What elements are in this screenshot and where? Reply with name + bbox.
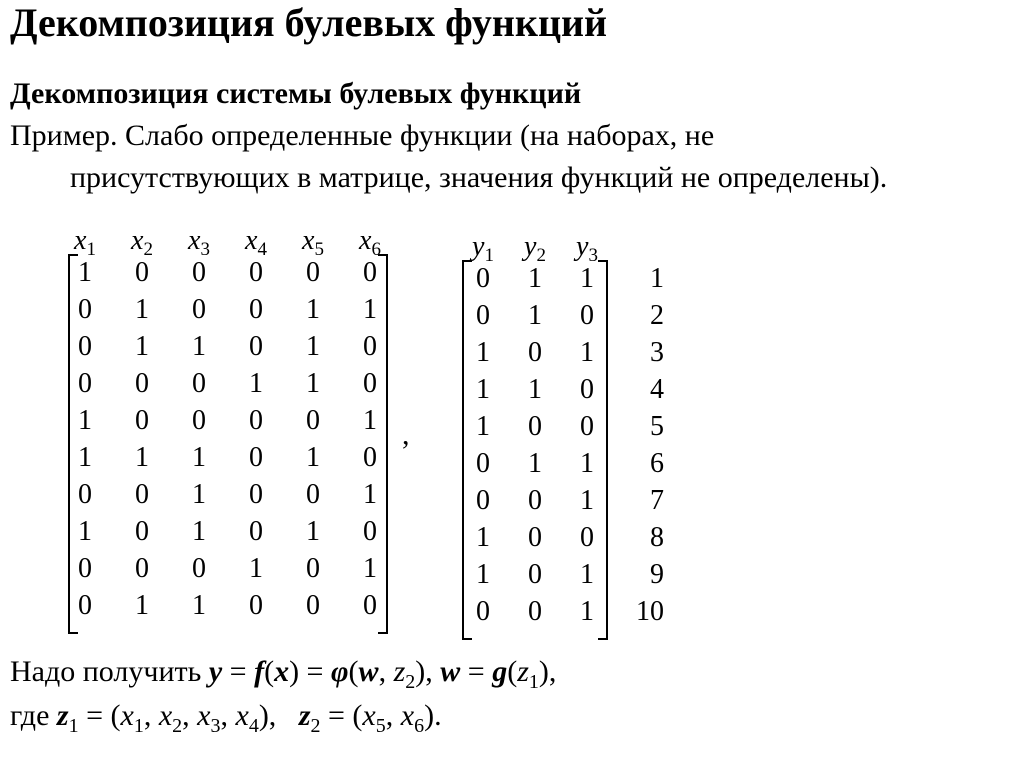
matrix-cell: 1: [78, 442, 92, 473]
matrix-cell: 1: [580, 559, 594, 590]
matrix-cell: 0: [192, 405, 206, 436]
matrix-cell: 1: [306, 368, 320, 399]
matrix-cell: 0: [78, 479, 92, 510]
matrix-cell: 0: [306, 257, 320, 288]
matrix-cell: 1: [476, 559, 490, 590]
matrix-cell: 1: [528, 448, 542, 479]
matrix-cell: 0: [528, 337, 542, 368]
matrix-cell: 1: [476, 374, 490, 405]
matrix-cell: 1: [580, 448, 594, 479]
matrix-cell: 0: [78, 331, 92, 362]
matrix-cell: 1: [192, 479, 206, 510]
matrix-cell: 0: [249, 294, 263, 325]
matrix-cell: 0: [476, 485, 490, 516]
matrix-cell: 0: [363, 442, 377, 473]
matrix-cell: 0: [580, 522, 594, 553]
column-header-x5: $x_5$: [302, 225, 324, 260]
formula-line-1: [10, 654, 557, 693]
matrix-cell: 0: [528, 485, 542, 516]
matrix-cell: 0: [363, 331, 377, 362]
matrix-cell: 1: [306, 516, 320, 547]
row-number: 4: [650, 374, 664, 405]
matrix-separator-comma: ,: [402, 418, 410, 451]
matrix-cell: 0: [135, 479, 149, 510]
formula-line-2: [10, 698, 442, 737]
matrix-cell: 1: [476, 522, 490, 553]
matrix-cell: 0: [476, 596, 490, 627]
matrix-cell: 1: [476, 337, 490, 368]
matrix-cell: 0: [363, 368, 377, 399]
matrix-cell: 0: [476, 263, 490, 294]
matrix-cell: 0: [580, 374, 594, 405]
matrix-cell: 1: [192, 442, 206, 473]
matrix-cell: 1: [580, 485, 594, 516]
matrix-cell: 1: [476, 411, 490, 442]
row-number: 8: [650, 522, 664, 553]
example-text-line-2: присутствующих в матрице, значения функций не определены).: [70, 161, 888, 194]
matrix-cell: 0: [78, 368, 92, 399]
column-header-x3: $x_3$: [188, 225, 210, 260]
matrix-cell: 0: [528, 411, 542, 442]
matrix-cell: 1: [363, 294, 377, 325]
matrix-cell: 1: [528, 374, 542, 405]
matrix-cell: 1: [306, 294, 320, 325]
formula-y-equals: y = f(x) = φ(w, $z_2$), $w = g(z_1)$,: [208, 655, 557, 693]
matrix-left-bracket: [68, 254, 78, 634]
matrix-cell: 1: [249, 368, 263, 399]
example-text-line-1: Пример. Слабо определенные функции (на наборах, не: [10, 119, 715, 152]
matrix-cell: 0: [135, 405, 149, 436]
matrix-cell: 0: [135, 257, 149, 288]
matrix-cell: 0: [192, 368, 206, 399]
matrix-cell: 1: [528, 263, 542, 294]
matrix-cell: 0: [580, 300, 594, 331]
matrix-cell: 1: [135, 442, 149, 473]
matrix-cell: 1: [78, 405, 92, 436]
row-number: 5: [650, 411, 664, 442]
matrix-cell: 1: [135, 294, 149, 325]
formula-prefix: Надо получить: [10, 655, 202, 688]
matrix-cell: 0: [249, 331, 263, 362]
column-header-x1: $x_1$: [74, 225, 96, 260]
column-header-x6: $x_6$: [359, 225, 381, 260]
formula-z-definitions: $z_1 = (x_1$, $x_2$, $x_3$, $x_4$), $z_2 = (x_5$, $x_6$).: [56, 699, 442, 737]
matrix-cell: 0: [528, 559, 542, 590]
matrix-cell: 0: [363, 516, 377, 547]
matrix-cell: 0: [78, 553, 92, 584]
matrix-cell: 0: [528, 522, 542, 553]
matrix-cell: 0: [306, 553, 320, 584]
matrix-cell: 0: [249, 405, 263, 436]
matrix-cell: 1: [192, 590, 206, 621]
matrix-cell: 1: [580, 263, 594, 294]
matrix-cell: 1: [135, 590, 149, 621]
column-header-y3: $y_3$: [576, 231, 598, 266]
matrix-cell: 1: [580, 596, 594, 627]
matrix-cell: 0: [306, 479, 320, 510]
matrix-cell: 0: [192, 294, 206, 325]
matrix-cell: 1: [135, 331, 149, 362]
matrix-left-bracket: [462, 260, 472, 640]
matrix-cell: 1: [580, 337, 594, 368]
row-number: 10: [636, 596, 664, 627]
row-number: 1: [650, 263, 664, 294]
matrix-cell: 0: [363, 590, 377, 621]
matrix-cell: 0: [363, 257, 377, 288]
matrix-cell: 0: [306, 590, 320, 621]
column-header-y2: $y_2$: [524, 231, 546, 266]
column-header-y1: $y_1$: [472, 231, 494, 266]
matrix-cell: 0: [249, 442, 263, 473]
section-heading: Декомпозиция системы булевых функций: [10, 77, 582, 110]
row-number: 6: [650, 448, 664, 479]
matrix-cell: 0: [78, 590, 92, 621]
slide-title: Декомпозиция булевых функций: [10, 0, 608, 45]
matrix-cell: 1: [249, 553, 263, 584]
column-header-x2: $x_2$: [131, 225, 153, 260]
matrix-cell: 0: [78, 294, 92, 325]
matrix-cell: 0: [192, 257, 206, 288]
matrix-cell: 1: [78, 516, 92, 547]
row-number: 2: [650, 300, 664, 331]
matrix-cell: 1: [363, 553, 377, 584]
matrix-cell: 1: [363, 405, 377, 436]
row-number: 3: [650, 337, 664, 368]
matrix-cell: 1: [306, 331, 320, 362]
matrix-right-bracket: [378, 254, 388, 634]
matrix-cell: 0: [249, 516, 263, 547]
matrix-cell: 0: [528, 596, 542, 627]
row-number: 7: [650, 485, 664, 516]
matrix-cell: 0: [135, 516, 149, 547]
row-number: 9: [650, 559, 664, 590]
formula-where: где: [10, 699, 50, 732]
matrix-cell: 0: [249, 590, 263, 621]
matrix-cell: 0: [249, 479, 263, 510]
matrix-right-bracket: [598, 260, 608, 640]
matrix-cell: 0: [580, 411, 594, 442]
matrix-cell: 0: [476, 448, 490, 479]
matrix-cell: 1: [528, 300, 542, 331]
matrix-cell: 0: [135, 553, 149, 584]
matrix-cell: 0: [249, 257, 263, 288]
matrix-cell: 0: [135, 368, 149, 399]
matrix-cell: 0: [306, 405, 320, 436]
matrix-cell: 0: [192, 553, 206, 584]
matrix-cell: 1: [78, 257, 92, 288]
matrix-cell: 1: [192, 516, 206, 547]
matrix-cell: 1: [306, 442, 320, 473]
column-header-x4: $x_4$: [245, 225, 267, 260]
matrix-cell: 0: [476, 300, 490, 331]
matrix-cell: 1: [363, 479, 377, 510]
matrix-cell: 1: [192, 331, 206, 362]
